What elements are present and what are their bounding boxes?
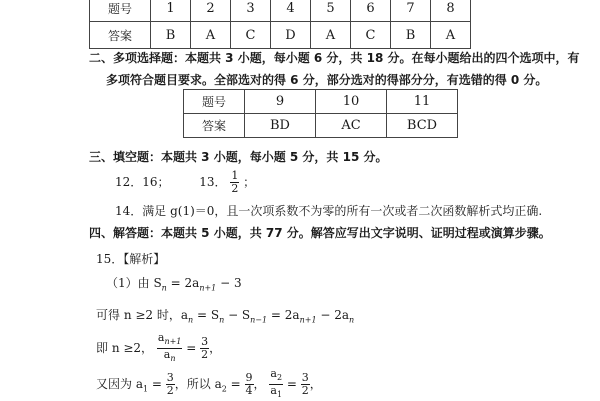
table-row — [90, 0, 471, 22]
question-number-cell: 8 — [431, 0, 471, 22]
fraction-three-halves: $\frac{3}{2}$ — [301, 371, 309, 398]
table-header-cell: 答案 — [184, 114, 245, 138]
answer-cell: A — [311, 22, 351, 49]
section2-rules: 多项符合题目要求。全部选对的得 6 分，部分选对的得部分分，有选错的得 0 分。 — [106, 73, 548, 87]
question-number-cell: 5 — [311, 0, 351, 22]
answer-cell: A — [191, 22, 231, 49]
answer-13-label: 13． — [199, 175, 227, 189]
fraction-one-half: $\frac{1}{2}$ — [231, 169, 239, 195]
section4-title: 四、解答题：本题共 5 小题，共 77 分。解答应写出文字说明、证明过程或演算步骤。 — [89, 226, 551, 240]
answer-cell: A — [431, 22, 471, 49]
question-number-cell: 1 — [151, 0, 191, 22]
question-number-cell: 9 — [245, 90, 316, 114]
multiple-choice-answer-table — [89, 0, 471, 49]
ratio-a2-a1: $\frac{a_2}{a_1}$ — [270, 367, 283, 400]
solution-step-1: （1）由 $S_n = 2a_{n+1} - 3$ — [106, 276, 242, 293]
section2-title: 二、多项选择题：本题共 3 小题，每小题 6 分，共 18 分。在每小题给出的四个选项中，有 — [89, 51, 580, 65]
answer-cell: C — [231, 22, 271, 49]
answer-12: 12．16； — [115, 175, 170, 189]
answer-cell: BCD — [387, 114, 458, 138]
fraction-three-halves: $\frac{3}{2}$ — [166, 371, 174, 398]
question-number-cell: 10 — [316, 90, 387, 114]
table-row — [90, 22, 471, 49]
ratio-fraction: $\frac{a_{n+1}}{a_n}$ — [157, 331, 182, 364]
section3-title: 三、填空题：本题共 3 小题，每小题 5 分，共 15 分。 — [89, 150, 388, 164]
question-number-cell: 2 — [191, 0, 231, 22]
answer-14: 14．满足 g(1)＝0，且一次项系数不为零的所有一次或者二次函数解析式均正确. — [115, 204, 543, 218]
answer-cell: AC — [316, 114, 387, 138]
answer-cell: B — [391, 22, 431, 49]
solution-step-2: 可得 n ≥2 时，$a_n = S_n - S_{n-1} = 2a_{n+1} - 2a_n$ — [96, 308, 355, 325]
answer-cell: D — [271, 22, 311, 49]
table-header-cell: 答案 — [90, 22, 151, 49]
fraction-nine-quarters: $\frac{9}{4}$ — [245, 371, 253, 398]
fraction-three-halves: $\frac{3}{2}$ — [201, 335, 209, 362]
question-number-cell: 4 — [271, 0, 311, 22]
table-row — [184, 114, 458, 138]
question-15-label: 15．【解析】 — [96, 252, 166, 266]
table-header-cell: 题号 — [184, 90, 245, 114]
table-header-cell: 题号 — [90, 0, 151, 22]
solution-step-4: 又因为 $a_1$ = $\frac{3}{2}$ ，所以 $a_2$ = $\frac{9}{4}$ ， $\frac{a_2}{a_1}$ = $\frac{3}{2}$ ， — [96, 367, 322, 400]
answer-12-13: 12．16； 13． $\frac{1}{2}$ ； — [115, 169, 256, 195]
table-row — [184, 90, 458, 114]
multi-select-answer-table — [183, 89, 458, 138]
answer-cell: C — [351, 22, 391, 49]
question-number-cell: 11 — [387, 90, 458, 114]
question-number-cell: 7 — [391, 0, 431, 22]
question-number-cell: 6 — [351, 0, 391, 22]
answer-cell: BD — [245, 114, 316, 138]
question-number-cell: 3 — [231, 0, 271, 22]
answer-cell: B — [151, 22, 191, 49]
solution-step-3: 即 n ≥2， $\frac{a_{n+1}}{a_n}$ = $\frac{3}{2}$ ， — [96, 331, 222, 364]
